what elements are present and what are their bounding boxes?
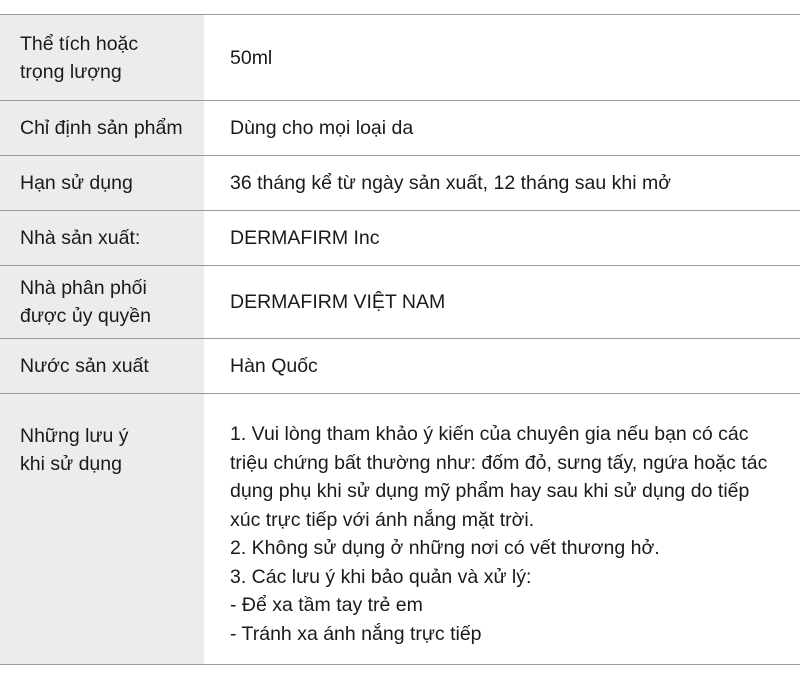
spec-label: Hạn sử dụng bbox=[0, 156, 204, 210]
spec-value: Hàn Quốc bbox=[230, 355, 318, 377]
spec-value: 36 tháng kể từ ngày sản xuất, 12 tháng sau khi mở bbox=[230, 172, 672, 194]
spec-label: Nước sản xuất bbox=[0, 339, 204, 393]
spec-label: Chỉ định sản phẩm bbox=[0, 101, 204, 155]
spec-row-distributor bbox=[0, 266, 800, 339]
spec-row-volume bbox=[0, 15, 800, 101]
spec-row-manufacturer bbox=[0, 211, 800, 266]
spec-value: Dùng cho mọi loại da bbox=[230, 117, 414, 139]
spec-row-indication bbox=[0, 101, 800, 156]
usage-notes bbox=[204, 394, 800, 664]
spec-value: DERMAFIRM Inc bbox=[230, 227, 380, 249]
note-item: 3. Các lưu ý khi bảo quản và xử lý: bbox=[230, 565, 532, 588]
note-item: 1. Vui lòng tham khảo ý kiến của chuyên gia nếu bạn có các triệu chứng bất thường như: đốm đỏ, sưng tấy, ngứa hoặc tác dụng phụ khi sử dụng mỹ phẩm hay sau khi sử dụng do tiếp xúc trực tiếp với ánh nắng mặt trời. bbox=[230, 423, 768, 531]
spec-label: Nhà sản xuất: bbox=[0, 211, 204, 265]
spec-label: Thể tích hoặc trọng lượng bbox=[0, 15, 204, 100]
note-subitem: - Tránh xa ánh nắng trực tiếp bbox=[230, 622, 482, 645]
spec-label: Nhà phân phối được ủy quyền bbox=[0, 266, 204, 338]
note-item: 2. Không sử dụng ở những nơi có vết thương hở. bbox=[230, 537, 660, 559]
spec-value: 50ml bbox=[230, 46, 273, 69]
spec-row-origin bbox=[0, 339, 800, 394]
note-subitem: - Để xa tầm tay trẻ em bbox=[230, 594, 423, 616]
spec-value: DERMAFIRM VIỆT NAM bbox=[230, 291, 446, 313]
spec-row-usage-notes bbox=[0, 394, 800, 665]
spec-label: Những lưu ý khi sử dụng bbox=[0, 394, 204, 664]
spec-row-expiry bbox=[0, 156, 800, 211]
product-spec-table bbox=[0, 14, 800, 665]
